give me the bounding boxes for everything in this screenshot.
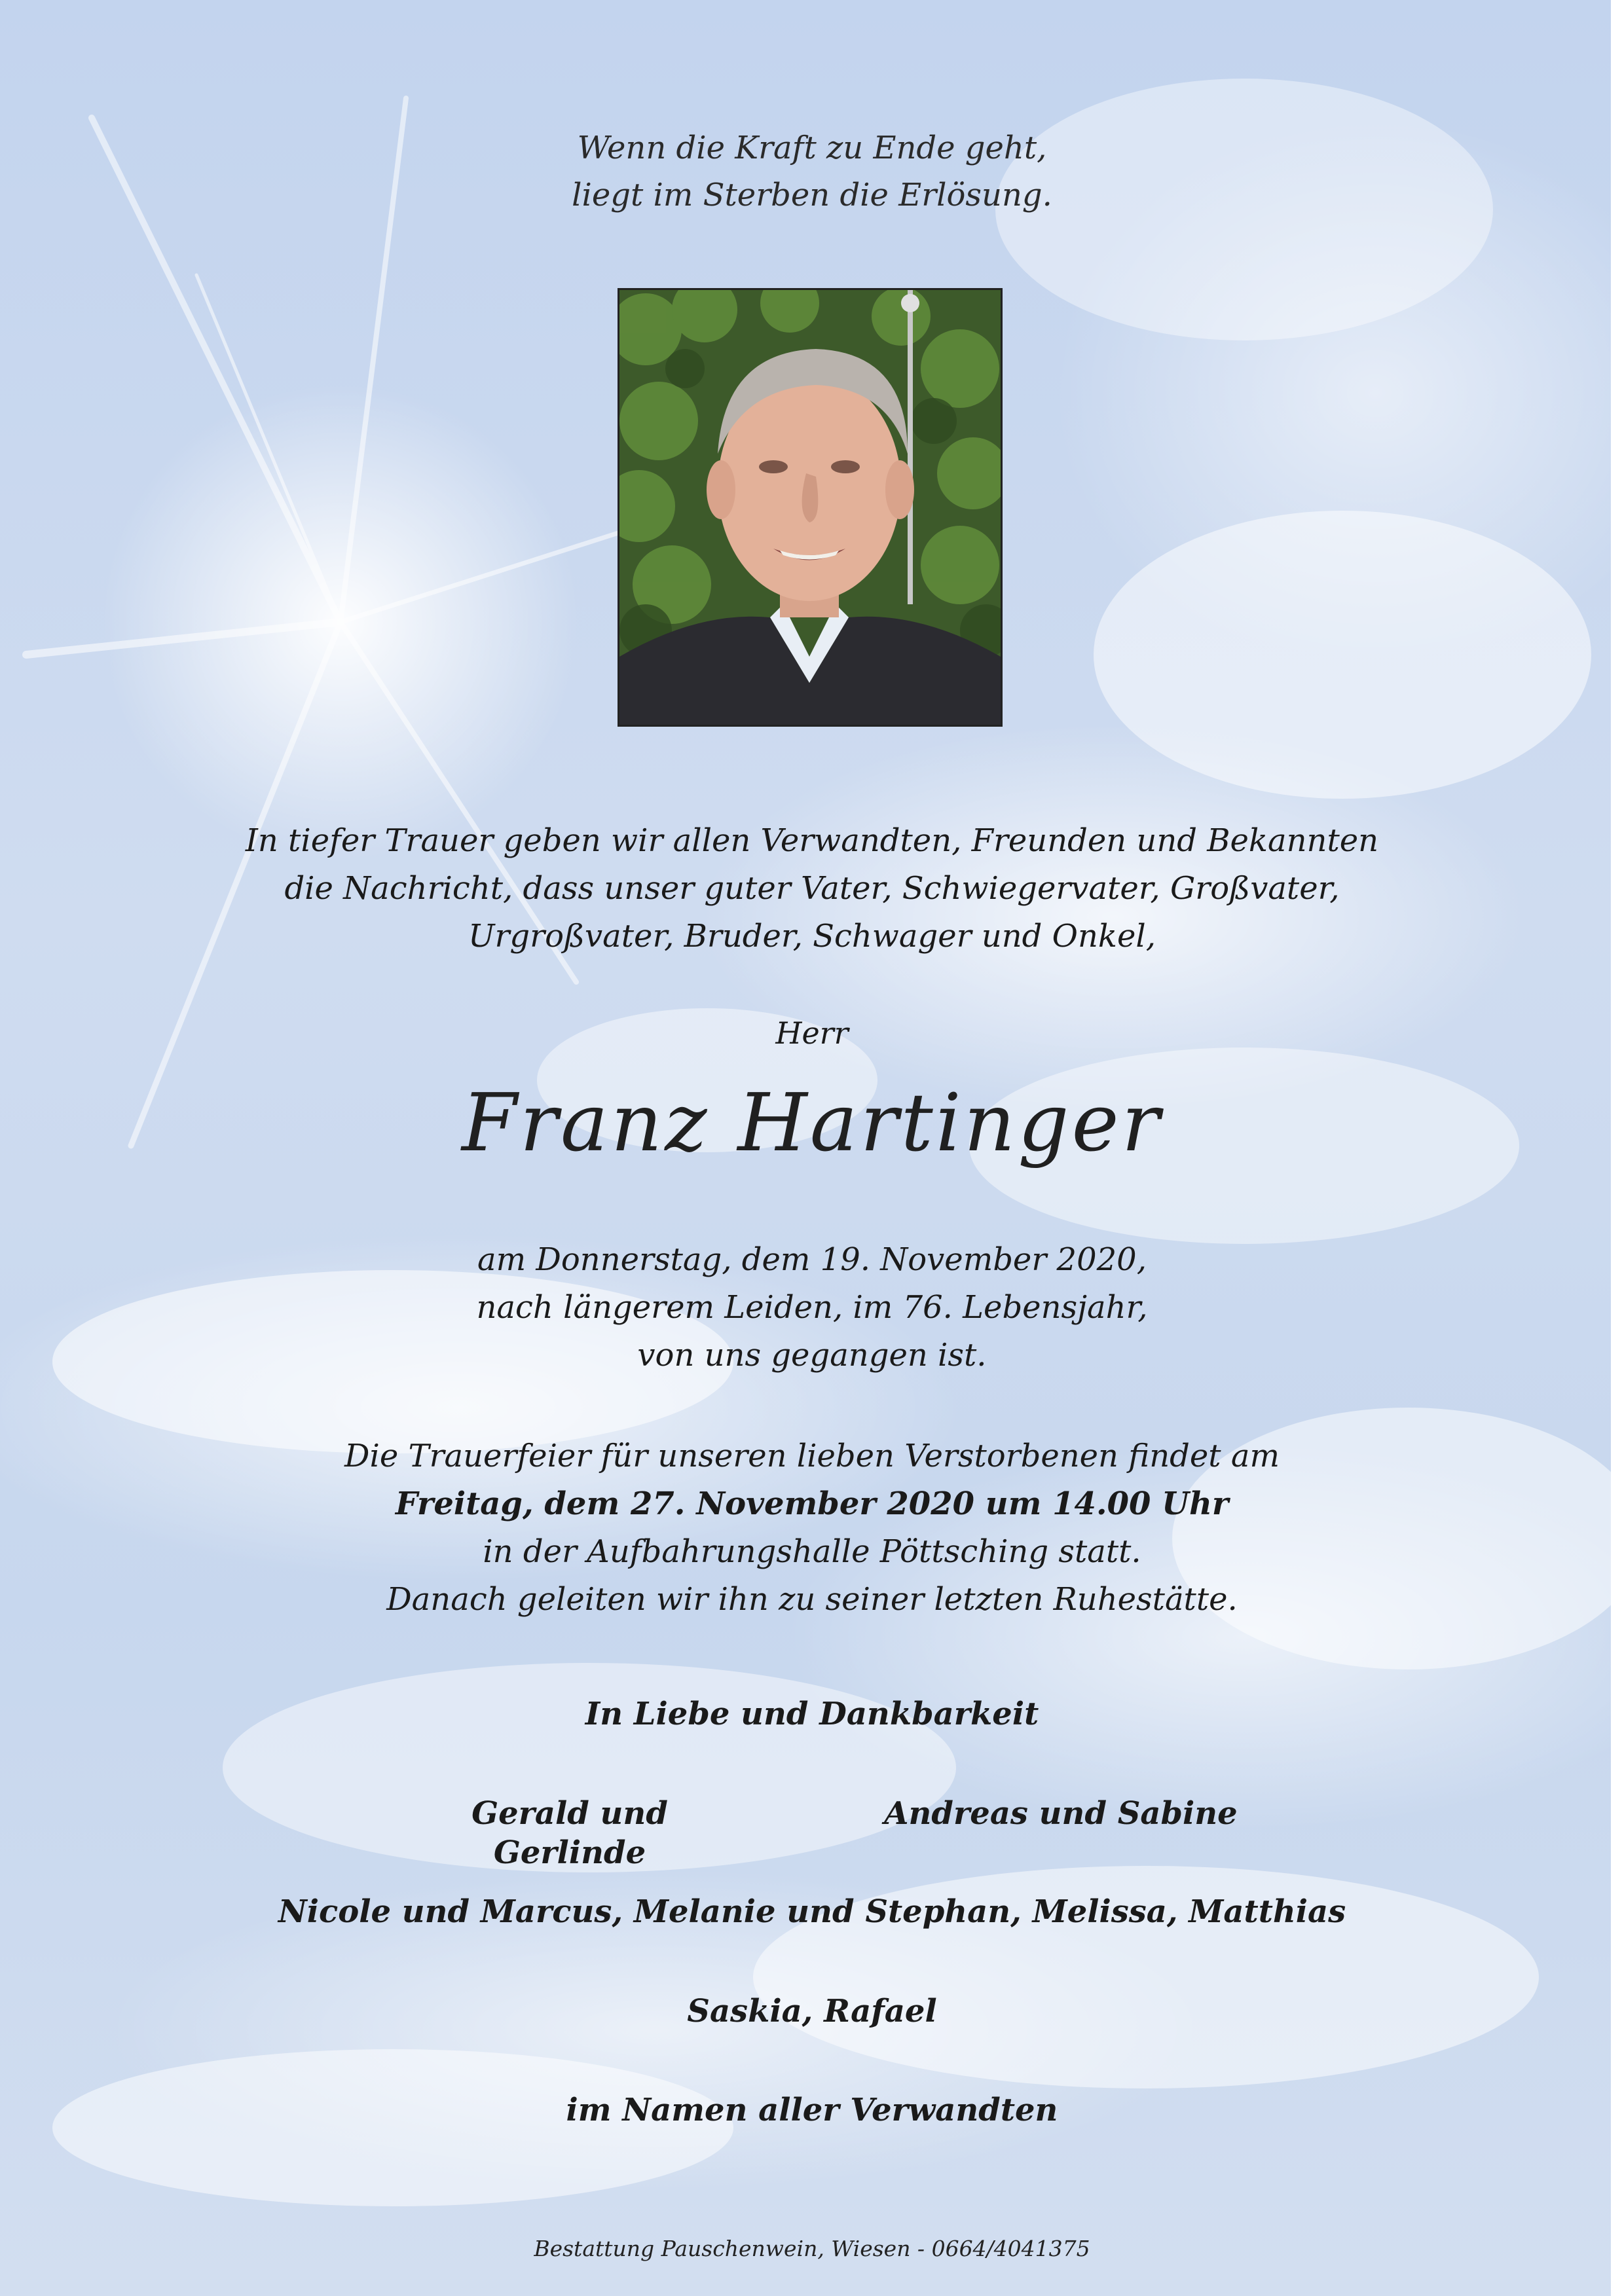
death-line-2: nach längerem Leiden, im 76. Lebensjahr, bbox=[476, 1289, 1148, 1326]
mourners-great-grandchildren: Saskia, Rafael bbox=[687, 1993, 937, 2030]
portrait-photo bbox=[618, 288, 1003, 727]
deceased-name: Franz Hartinger bbox=[461, 1076, 1162, 1169]
death-line-1: am Donnerstag, dem 19. November 2020, bbox=[477, 1241, 1147, 1278]
announcement-text bbox=[0, 817, 1624, 960]
funeral-date-time: Freitag, dem 27. November 2020 um 14.00 Uhr bbox=[395, 1485, 1229, 1522]
intro-line-1: In tiefer Trauer geben wir allen Verwandten, Freunden und Bekannten bbox=[245, 822, 1379, 859]
death-details bbox=[0, 1236, 1624, 1379]
funeral-home-footer: Bestattung Pauschenwein, Wiesen - 0664/4041375 bbox=[534, 2236, 1090, 2261]
mourners-children-left: Gerald und Gerlinde bbox=[471, 1795, 668, 1871]
portrait-image bbox=[619, 290, 1001, 725]
funeral-line-1: Die Trauerfeier für unseren lieben Verstorbenen findet am bbox=[344, 1438, 1280, 1474]
opening-quote bbox=[0, 124, 1624, 219]
intro-line-2: die Nachricht, dass unser guter Vater, Schwiegervater, Großvater, bbox=[284, 870, 1340, 907]
quote-line-1: Wenn die Kraft zu Ende geht, bbox=[577, 130, 1047, 166]
death-line-3: von uns gegangen ist. bbox=[637, 1337, 987, 1374]
funeral-details bbox=[0, 1432, 1624, 1624]
salutation: Herr bbox=[775, 1015, 849, 1051]
intro-line-3: Urgroßvater, Bruder, Schwager und Onkel, bbox=[468, 918, 1156, 955]
mourners-grandchildren: Nicole und Marcus, Melanie und Stephan, Melissa, Matthias bbox=[278, 1893, 1346, 1930]
mourners-closing: im Namen aller Verwandten bbox=[566, 2092, 1058, 2128]
quote-line-2: liegt im Sterben die Erlösung. bbox=[572, 177, 1052, 213]
mourners-heading: In Liebe und Dankbarkeit bbox=[585, 1696, 1039, 1732]
funeral-line-4: Danach geleiten wir ihn zu seiner letzten Ruhestätte. bbox=[386, 1581, 1238, 1618]
mourners-children-right: Andreas und Sabine bbox=[884, 1795, 1238, 1832]
funeral-line-3: in der Aufbahrungshalle Pöttsching statt. bbox=[483, 1533, 1141, 1570]
